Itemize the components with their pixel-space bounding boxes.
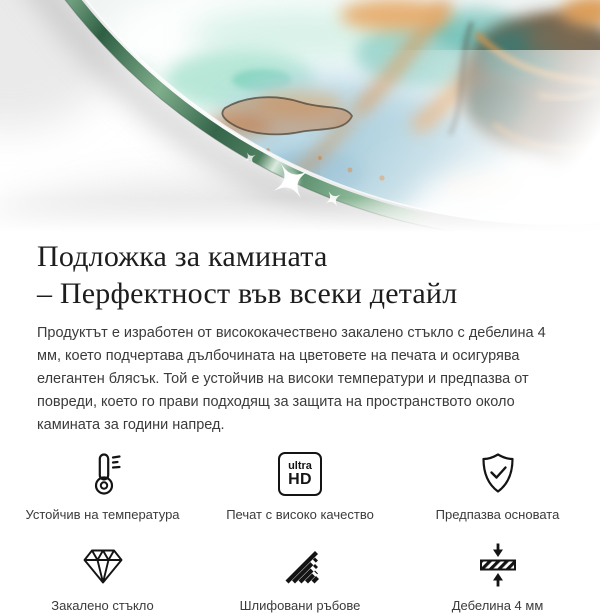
features-grid [0,450,600,613]
feature-high-quality-print [205,450,395,522]
title-line-1: Подложка за камината [37,240,328,273]
feature-label: Шлифовани ръбове [239,598,361,613]
diamond-icon [79,541,127,589]
product-description: Продуктът е изработен от висококачествено закалено стъкло с дебелина 4 мм, което подчертава дълбочината на цветовете на печата и осигурява елегантен блясък. Той е устойчив на високи температури и предпазва от повреди, което го прави подходящ за защита на пространството около камината за години напред. [37,325,546,433]
ultra-hd-icon [278,450,322,498]
feature-thickness-4mm [395,541,600,613]
polished-edges-icon [276,541,324,589]
feature-label: Дебелина 4 мм [451,598,544,613]
thermometer-icon [79,450,127,498]
page-title [0,238,600,312]
feature-tempered-glass [0,541,205,613]
ultra-hd-badge-top: ultra [288,460,312,472]
feature-temperature-resistant [0,450,205,522]
bottom-fade [0,196,600,234]
feature-polished-edges [205,541,395,613]
title-line-2: – Перфектност във всеки детайл [37,277,458,310]
feature-label: Закалено стъкло [51,598,154,613]
ultra-hd-badge-bottom: HD [288,471,312,488]
feature-label: Устойчив на температура [25,507,180,522]
thickness-4mm-icon [474,541,522,589]
hero-image-canvas [0,0,600,234]
feature-label: Предпазва основата [435,507,560,522]
product-photo-round-glass-mat [0,0,600,234]
feature-label: Печат с високо качество [226,507,374,522]
shield-check-icon [474,450,522,498]
feature-protects-base [395,450,600,522]
